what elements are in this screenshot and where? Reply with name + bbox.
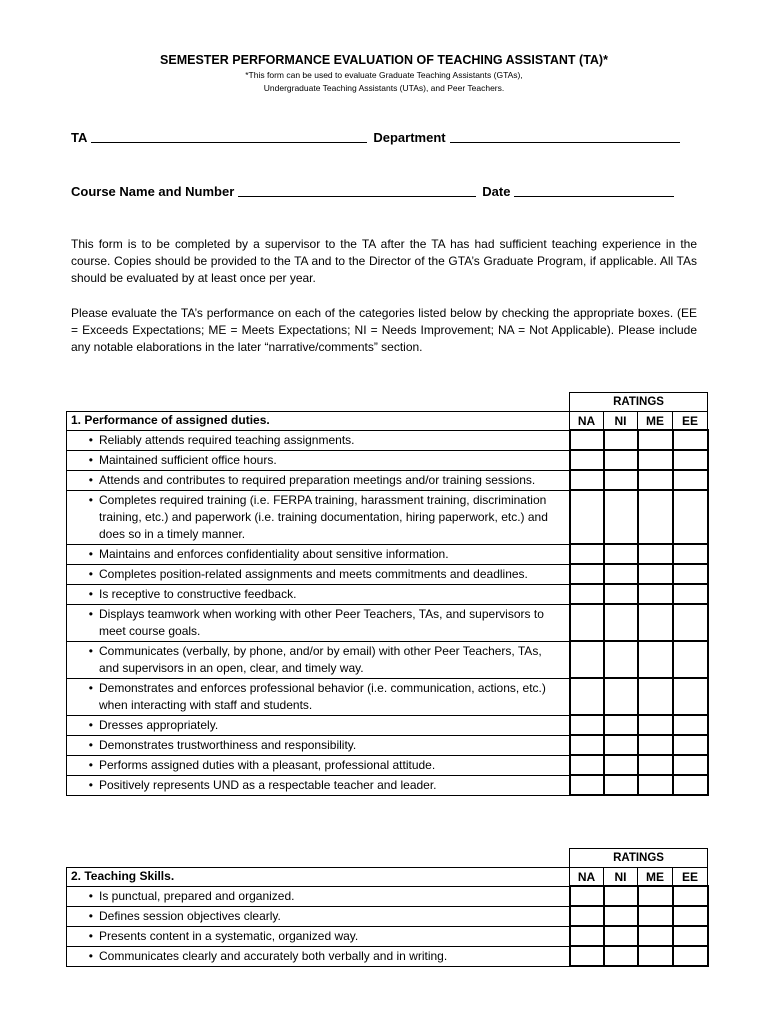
- checkbox-area[interactable]: [571, 642, 603, 659]
- criterion-text: Performs assigned duties with a pleasant, professional attitude.: [99, 757, 436, 772]
- ta-department-row: [71, 130, 686, 145]
- rating-checkbox-na[interactable]: [570, 775, 604, 795]
- rating-checkbox-ee[interactable]: [673, 544, 708, 564]
- checkbox-area[interactable]: [605, 947, 637, 964]
- rating-checkbox-me[interactable]: [638, 946, 673, 966]
- criterion-text: Is receptive to constructive feedback.: [99, 586, 297, 601]
- checkbox-area[interactable]: [639, 642, 672, 659]
- bullet-icon: •: [88, 948, 93, 963]
- checkbox-area[interactable]: [639, 756, 672, 773]
- checkbox-area[interactable]: [639, 431, 672, 448]
- rating-checkbox-ee[interactable]: [673, 946, 708, 966]
- course-date-row: [71, 184, 680, 199]
- rating-checkbox-me[interactable]: [638, 715, 673, 735]
- checkbox-area[interactable]: [674, 736, 707, 753]
- rating-checkbox-me[interactable]: [638, 735, 673, 755]
- checkbox-area[interactable]: [605, 716, 637, 733]
- bullet-icon: •: [88, 717, 93, 732]
- rating-checkbox-ni[interactable]: [604, 926, 638, 946]
- rating-checkbox-me[interactable]: [638, 490, 673, 544]
- table-row: [67, 641, 708, 678]
- bullet-icon: •: [88, 586, 93, 601]
- bullet-icon: •: [88, 757, 93, 772]
- date-label: Date: [482, 184, 511, 199]
- checkbox-area[interactable]: [674, 585, 707, 602]
- table-row: [67, 735, 708, 755]
- rating-column-na: NA: [570, 868, 604, 887]
- checkbox-area[interactable]: [605, 491, 637, 508]
- checkbox-area[interactable]: [571, 947, 603, 964]
- rating-checkbox-me[interactable]: [638, 470, 673, 490]
- checkbox-area[interactable]: [639, 491, 672, 508]
- checkbox-area[interactable]: [571, 776, 603, 793]
- bullet-icon: •: [88, 566, 93, 581]
- table-row: [67, 490, 708, 544]
- table-spacer: [67, 393, 570, 412]
- rating-checkbox-ee[interactable]: [673, 564, 708, 584]
- criterion-cell: [67, 775, 570, 795]
- rating-checkbox-me[interactable]: [638, 906, 673, 926]
- date-field[interactable]: [514, 184, 674, 197]
- criterion-text: Completes required training (i.e. FERPA training, harassment training, discrimination training, etc.) and paperwork (i.e. training documentation, hiring paperwork, etc.) and does so in a timely manner.: [99, 492, 548, 541]
- checkbox-area[interactable]: [639, 565, 672, 582]
- checkbox-area[interactable]: [571, 471, 603, 488]
- table-row: [67, 755, 708, 775]
- checkbox-area[interactable]: [605, 605, 637, 622]
- section-2-table: [66, 848, 709, 967]
- criterion-cell: [67, 926, 570, 946]
- rating-checkbox-ee[interactable]: [673, 926, 708, 946]
- criterion-cell: [67, 544, 570, 564]
- department-label: Department: [373, 130, 446, 145]
- bullet-icon: •: [88, 680, 93, 695]
- table-row: [67, 775, 708, 795]
- checkbox-area[interactable]: [571, 605, 603, 622]
- criterion-text: Maintains and enforces confidentiality about sensitive information.: [99, 546, 449, 561]
- checkbox-area[interactable]: [571, 887, 603, 904]
- rating-checkbox-na[interactable]: [570, 544, 604, 564]
- rating-checkbox-me[interactable]: [638, 678, 673, 715]
- checkbox-area[interactable]: [674, 947, 707, 964]
- rating-checkbox-ee[interactable]: [673, 490, 708, 544]
- checkbox-area[interactable]: [605, 756, 637, 773]
- rating-checkbox-ee[interactable]: [673, 470, 708, 490]
- rating-checkbox-ni[interactable]: [604, 470, 638, 490]
- checkbox-area[interactable]: [571, 545, 603, 562]
- rating-checkbox-ni[interactable]: [604, 641, 638, 678]
- criterion-cell: [67, 470, 570, 490]
- rating-checkbox-na[interactable]: [570, 678, 604, 715]
- checkbox-area[interactable]: [674, 887, 707, 904]
- checkbox-area[interactable]: [639, 716, 672, 733]
- intro-paragraph-2: Please evaluate the TA’s performance on each of the categories listed below by checking the appropriate boxes. (EE = Exceeds Expectations; ME = Meets Expectations; NI = Needs Improvement; NA = Not Applicable). Please include any notable elaborations in the later “narrative/comments” section.: [71, 306, 697, 354]
- criterion-text: Maintained sufficient office hours.: [99, 452, 277, 467]
- rating-checkbox-me[interactable]: [638, 564, 673, 584]
- checkbox-area[interactable]: [605, 679, 637, 696]
- rating-checkbox-me[interactable]: [638, 641, 673, 678]
- rating-checkbox-na[interactable]: [570, 735, 604, 755]
- checkbox-area[interactable]: [674, 471, 707, 488]
- checkbox-area[interactable]: [605, 907, 637, 924]
- checkbox-area[interactable]: [639, 471, 672, 488]
- department-field[interactable]: [450, 130, 680, 143]
- bullet-icon: •: [88, 643, 93, 658]
- criterion-text: Defines session objectives clearly.: [99, 908, 281, 923]
- checkbox-area[interactable]: [639, 907, 672, 924]
- table-row: [67, 604, 708, 641]
- checkbox-area[interactable]: [571, 585, 603, 602]
- rating-checkbox-na[interactable]: [570, 946, 604, 966]
- form-note-line1: *This form can be used to evaluate Graduate Teaching Assistants (GTAs),: [245, 70, 523, 80]
- checkbox-area[interactable]: [674, 776, 707, 793]
- checkbox-area[interactable]: [674, 451, 707, 468]
- criterion-cell: [67, 564, 570, 584]
- rating-checkbox-me[interactable]: [638, 450, 673, 470]
- criterion-text: Communicates (verbally, by phone, and/or by email) with other Peer Teachers, TAs, and supervisors in an open, clear, and timely way.: [99, 643, 542, 675]
- rating-checkbox-ni[interactable]: [604, 906, 638, 926]
- course-label: Course Name and Number: [71, 184, 235, 199]
- section-2-body: [67, 849, 708, 967]
- criterion-cell: [67, 735, 570, 755]
- rating-checkbox-me[interactable]: [638, 584, 673, 604]
- table-row: [67, 946, 708, 966]
- rating-column-ni: NI: [604, 412, 638, 431]
- table-row: [67, 430, 708, 450]
- rating-checkbox-ni[interactable]: [604, 755, 638, 775]
- checkbox-area[interactable]: [605, 887, 637, 904]
- rating-checkbox-ee[interactable]: [673, 430, 708, 450]
- table-spacer: [67, 849, 570, 868]
- rating-column-ee: EE: [673, 412, 708, 431]
- table-row: [67, 564, 708, 584]
- rating-checkbox-ee[interactable]: [673, 450, 708, 470]
- checkbox-area[interactable]: [571, 565, 603, 582]
- criterion-text: Positively represents UND as a respectable teacher and leader.: [99, 777, 437, 792]
- criterion-text: Demonstrates and enforces professional behavior (i.e. communication, actions, etc.) when interacting with staff and students.: [99, 680, 546, 712]
- checkbox-area[interactable]: [639, 585, 672, 602]
- table-row: [67, 886, 708, 906]
- rating-checkbox-ni[interactable]: [604, 604, 638, 641]
- ta-field[interactable]: [91, 130, 367, 143]
- rating-checkbox-na[interactable]: [570, 755, 604, 775]
- rating-checkbox-na[interactable]: [570, 604, 604, 641]
- checkbox-area[interactable]: [639, 545, 672, 562]
- checkbox-area[interactable]: [605, 927, 637, 944]
- bullet-icon: •: [88, 777, 93, 792]
- checkbox-area[interactable]: [639, 776, 672, 793]
- rating-checkbox-ni[interactable]: [604, 735, 638, 755]
- rating-checkbox-na[interactable]: [570, 430, 604, 450]
- rating-checkbox-na[interactable]: [570, 641, 604, 678]
- section-1-body: [67, 393, 708, 796]
- rating-column-ni: NI: [604, 868, 638, 887]
- criterion-cell: [67, 715, 570, 735]
- section-1-table: [66, 392, 709, 796]
- criterion-cell: [67, 678, 570, 715]
- criterion-text: Demonstrates trustworthiness and responsibility.: [99, 737, 357, 752]
- checkbox-area[interactable]: [605, 776, 637, 793]
- rating-checkbox-ni[interactable]: [604, 715, 638, 735]
- bullet-icon: •: [88, 492, 93, 507]
- rating-checkbox-me[interactable]: [638, 926, 673, 946]
- table-row: [67, 906, 708, 926]
- checkbox-area[interactable]: [674, 756, 707, 773]
- rating-checkbox-na[interactable]: [570, 715, 604, 735]
- criterion-text: Presents content in a systematic, organized way.: [99, 928, 359, 943]
- bullet-icon: •: [88, 472, 93, 487]
- bullet-icon: •: [88, 928, 93, 943]
- rating-checkbox-ni[interactable]: [604, 564, 638, 584]
- criterion-text: Displays teamwork when working with other Peer Teachers, TAs, and supervisors to meet course goals.: [99, 606, 544, 638]
- checkbox-area[interactable]: [605, 431, 637, 448]
- rating-checkbox-me[interactable]: [638, 775, 673, 795]
- rating-checkbox-ni[interactable]: [604, 490, 638, 544]
- rating-checkbox-me[interactable]: [638, 886, 673, 906]
- rating-checkbox-ee[interactable]: [673, 584, 708, 604]
- criterion-text: Reliably attends required teaching assignments.: [99, 432, 355, 447]
- checkbox-area[interactable]: [674, 642, 707, 659]
- section-title: 2. Teaching Skills.: [67, 868, 570, 887]
- bullet-icon: •: [88, 546, 93, 561]
- bullet-icon: •: [88, 737, 93, 752]
- rating-checkbox-na[interactable]: [570, 470, 604, 490]
- checkbox-area[interactable]: [639, 679, 672, 696]
- rating-checkbox-na[interactable]: [570, 886, 604, 906]
- table-row: [67, 715, 708, 735]
- checkbox-area[interactable]: [571, 736, 603, 753]
- rating-checkbox-me[interactable]: [638, 544, 673, 564]
- rating-checkbox-ee[interactable]: [673, 641, 708, 678]
- checkbox-area[interactable]: [605, 545, 637, 562]
- ratings-header: RATINGS: [570, 393, 708, 412]
- criterion-cell: [67, 946, 570, 966]
- criterion-text: Dresses appropriately.: [99, 717, 219, 732]
- checkbox-area[interactable]: [571, 679, 603, 696]
- table-row: [67, 678, 708, 715]
- checkbox-area[interactable]: [605, 642, 637, 659]
- form-note-line2: Undergraduate Teaching Assistants (UTAs), and Peer Teachers.: [263, 83, 505, 93]
- checkbox-area[interactable]: [674, 716, 707, 733]
- checkbox-area[interactable]: [674, 431, 707, 448]
- bullet-icon: •: [88, 908, 93, 923]
- checkbox-area[interactable]: [674, 605, 707, 622]
- criterion-text: Communicates clearly and accurately both verbally and in writing.: [99, 948, 448, 963]
- rating-column-na: NA: [570, 412, 604, 431]
- rating-checkbox-ni[interactable]: [604, 430, 638, 450]
- checkbox-area[interactable]: [639, 947, 672, 964]
- rating-checkbox-ee[interactable]: [673, 604, 708, 641]
- rating-checkbox-ee[interactable]: [673, 755, 708, 775]
- criterion-text: Attends and contributes to required preparation meetings and/or training sessions.: [99, 472, 536, 487]
- criterion-cell: [67, 886, 570, 906]
- rating-checkbox-ni[interactable]: [604, 775, 638, 795]
- checkbox-area[interactable]: [674, 545, 707, 562]
- rating-checkbox-ee[interactable]: [673, 735, 708, 755]
- rating-checkbox-na[interactable]: [570, 584, 604, 604]
- intro-paragraph-1: This form is to be completed by a supervisor to the TA after the TA has had sufficient teaching experience in the course. Copies should be provided to the TA and to the Director of the GTA’s Graduate Program, if applicable. All TAs should be evaluated by at least once per year.: [71, 237, 697, 285]
- checkbox-area[interactable]: [571, 491, 603, 508]
- rating-checkbox-ee[interactable]: [673, 775, 708, 795]
- rating-checkbox-me[interactable]: [638, 604, 673, 641]
- checkbox-area[interactable]: [605, 451, 637, 468]
- rating-column-me: ME: [638, 412, 673, 431]
- table-row: [67, 470, 708, 490]
- bullet-icon: •: [88, 432, 93, 447]
- checkbox-area[interactable]: [674, 565, 707, 582]
- criterion-cell: [67, 641, 570, 678]
- rating-checkbox-me[interactable]: [638, 755, 673, 775]
- rating-checkbox-ni[interactable]: [604, 946, 638, 966]
- bullet-icon: •: [88, 606, 93, 621]
- checkbox-area[interactable]: [605, 471, 637, 488]
- checkbox-area[interactable]: [571, 431, 603, 448]
- rating-checkbox-ni[interactable]: [604, 584, 638, 604]
- criterion-cell: [67, 906, 570, 926]
- criterion-cell: [67, 430, 570, 450]
- checkbox-area[interactable]: [571, 927, 603, 944]
- rating-column-ee: EE: [673, 868, 708, 887]
- criterion-cell: [67, 490, 570, 544]
- section-title: 1. Performance of assigned duties.: [67, 412, 570, 431]
- rating-checkbox-na[interactable]: [570, 564, 604, 584]
- checkbox-area[interactable]: [639, 887, 672, 904]
- checkbox-area[interactable]: [639, 605, 672, 622]
- rating-checkbox-ee[interactable]: [673, 886, 708, 906]
- rating-checkbox-na[interactable]: [570, 906, 604, 926]
- criterion-text: Is punctual, prepared and organized.: [99, 888, 295, 903]
- form-title: SEMESTER PERFORMANCE EVALUATION OF TEACHING ASSISTANT (TA)*: [160, 53, 608, 67]
- course-field[interactable]: [238, 184, 476, 197]
- table-row: [67, 584, 708, 604]
- rating-checkbox-ee[interactable]: [673, 715, 708, 735]
- rating-checkbox-na[interactable]: [570, 926, 604, 946]
- rating-checkbox-ni[interactable]: [604, 678, 638, 715]
- criterion-cell: [67, 604, 570, 641]
- rating-checkbox-ni[interactable]: [604, 544, 638, 564]
- rating-checkbox-ni[interactable]: [604, 450, 638, 470]
- criterion-cell: [67, 584, 570, 604]
- rating-column-me: ME: [638, 868, 673, 887]
- checkbox-area[interactable]: [639, 927, 672, 944]
- checkbox-area[interactable]: [639, 451, 672, 468]
- checkbox-area[interactable]: [605, 565, 637, 582]
- checkbox-area[interactable]: [571, 907, 603, 924]
- checkbox-area[interactable]: [605, 585, 637, 602]
- rating-checkbox-ni[interactable]: [604, 886, 638, 906]
- criterion-cell: [67, 450, 570, 470]
- rating-checkbox-ee[interactable]: [673, 678, 708, 715]
- checkbox-area[interactable]: [674, 491, 707, 508]
- checkbox-area[interactable]: [571, 756, 603, 773]
- checkbox-area[interactable]: [674, 907, 707, 924]
- ratings-header: RATINGS: [570, 849, 708, 868]
- criterion-text: Completes position-related assignments and meets commitments and deadlines.: [99, 566, 528, 581]
- checkbox-area[interactable]: [639, 736, 672, 753]
- checkbox-area[interactable]: [674, 679, 707, 696]
- rating-checkbox-na[interactable]: [570, 490, 604, 544]
- rating-checkbox-na[interactable]: [570, 450, 604, 470]
- bullet-icon: •: [88, 452, 93, 467]
- checkbox-area[interactable]: [571, 716, 603, 733]
- checkbox-area[interactable]: [605, 736, 637, 753]
- criterion-cell: [67, 755, 570, 775]
- checkbox-area[interactable]: [674, 927, 707, 944]
- table-row: [67, 926, 708, 946]
- table-row: [67, 450, 708, 470]
- rating-checkbox-me[interactable]: [638, 430, 673, 450]
- bullet-icon: •: [88, 888, 93, 903]
- ta-label: TA: [71, 130, 88, 145]
- rating-checkbox-ee[interactable]: [673, 906, 708, 926]
- checkbox-area[interactable]: [571, 451, 603, 468]
- table-row: [67, 544, 708, 564]
